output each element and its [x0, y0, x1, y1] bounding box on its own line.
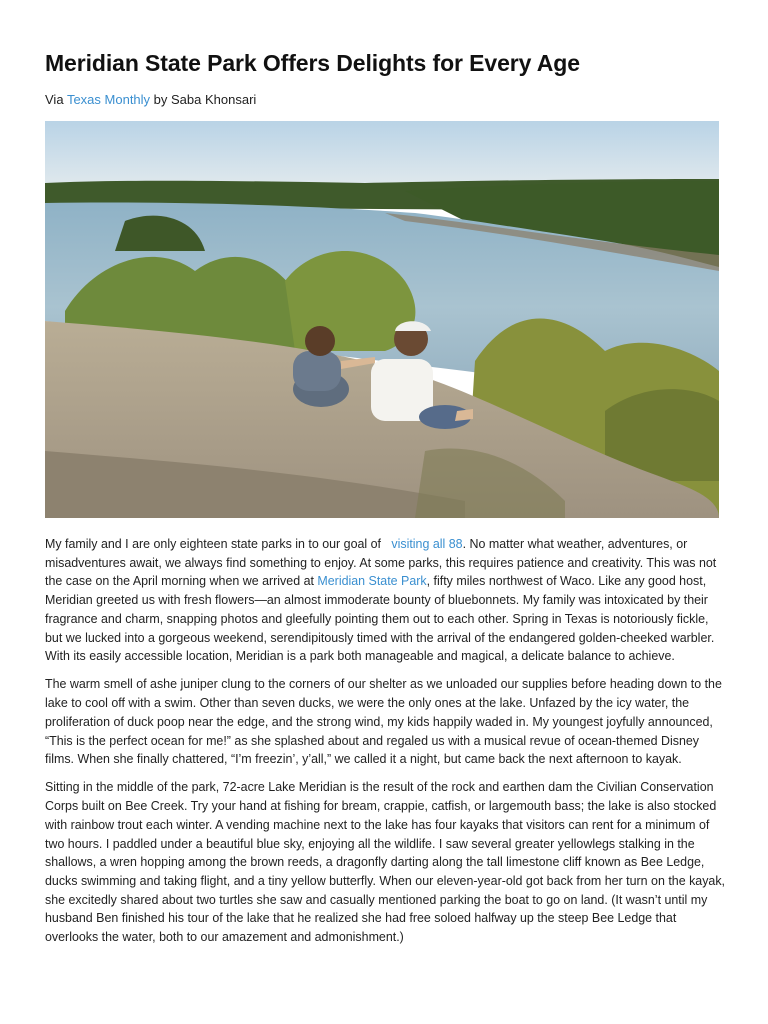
visiting-all-88-link[interactable]: visiting all 88	[391, 537, 463, 551]
byline-via: Via	[45, 92, 64, 107]
article-photo	[45, 121, 719, 518]
paragraph-1-text-b: . No matter what weather, adventures, or misadventures await, we always find something to enjoy. At some parks, this requires patience and creativity. This was not the case on the April morning when we arrived at	[45, 537, 717, 589]
paragraph-3: Sitting in the middle of the park, 72-acre Lake Meridian is the result of the rock and earthen dam the Civilian Conservation Corps built on Bee Creek. Try your hand at fishing for bream, crappie, catfish, or largemouth bass; the lake is also stocked with rainbow trout each winter. A vending machine next to the lake has four kayaks that visitors can rent for a minimum of two hours. I paddled under a beautiful blue sky, enjoying all the wildlife. I saw several greater yellowlegs stalking in the shallows, a wren hopping among the brown reeds, a dragonfly darting along the tall limestone cliff known as Bee Ledge, ducks swimming and taking flight, and a tiny yellow butterfly. When our eleven-year-old got back from her turn on the kayak, she excitedly shared about two turtles she saw and casually mentioned parking the boat to go on land. (It wasn’t until my husband Ben finished his tour of the lake that he realized she had free soloed halfway up the steep Bee Ledge that overlooks the water, both to our amazement and admonishment.)	[45, 780, 726, 945]
article-title: Meridian State Park Offers Delights for Every Age	[45, 50, 580, 76]
article-body	[45, 535, 729, 956]
meridian-state-park-link[interactable]: Meridian State Park	[317, 574, 427, 589]
source-link[interactable]: Texas Monthly	[66, 92, 151, 107]
paragraph-1	[45, 535, 729, 666]
paragraph-1-text-a: My family and I are only eighteen state parks in to our goal of	[45, 537, 381, 551]
paragraph-1-text-c: , fifty miles northwest of Waco. Like any good host, Meridian greeted us with fresh flowers—an almost immoderate bounty of bluebonnets. My family was intoxicated by their fragrance and charm, snapping photos and gleefully pointing them out to each other. Spring in Texas is notoriously fickle, but we lucked into a gorgeous weekend, serendipitously timed with the arrival of the endangered golden-cheeked warbler. With its easily accessible location, Meridian is a park both manageable and magical, a delicate balance to achieve.	[45, 574, 715, 664]
byline	[45, 92, 256, 107]
byline-author: by Saba Khonsari	[153, 92, 257, 107]
paragraph-2: The warm smell of ashe juniper clung to the corners of our shelter as we unloaded our supplies before heading down to the lake to cool off with a swim. Other than seven ducks, we were the only ones at the lake. Unfazed by the icy water, the proliferation of duck poop near the edge, and the strong wind, my kids happily waded in. My youngest joyfully announced, “This is the perfect ocean for me!” as she splashed about and regaled us with a musical revue of ocean-themed Disney films. When she finally chattered, “I’m freezin’, y’all,” we called it a night, but came back the next afternoon to kayak.	[45, 677, 722, 767]
